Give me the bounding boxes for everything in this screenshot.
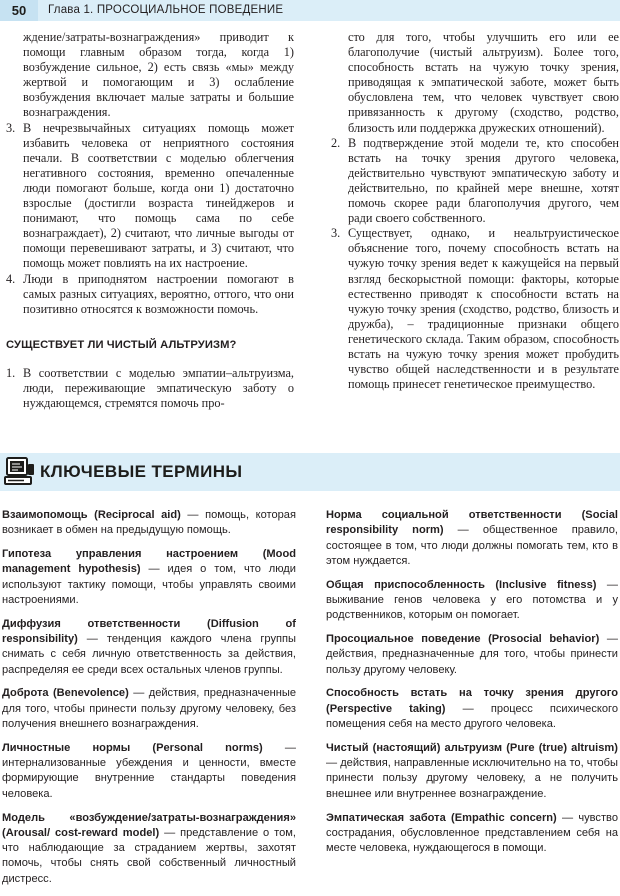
list-item-number: 1. [6, 365, 16, 380]
glossary-term: Доброта (Benevolence) [2, 687, 129, 700]
right-column [331, 30, 619, 392]
glossary-term: Эмпатическая забота (Empathic concern) [326, 811, 557, 824]
key-terms-left-column [2, 508, 296, 896]
glossary-entry [2, 508, 296, 539]
list-item [6, 272, 294, 317]
list-item-text: Люди в приподнятом настроении помогают в самых разных ситуациях, вероятно, оттого, что они позитивно относятся к возможности помочь. [23, 271, 294, 316]
list-item-number: 3. [331, 226, 341, 241]
glossary-entry [2, 617, 296, 678]
glossary-term: Просоциальное поведение (Prosocial behavior) [326, 633, 600, 646]
glossary-term: Взаимопомощь (Reciprocal aid) [2, 509, 181, 521]
key-terms-right-column [326, 508, 618, 865]
glossary-definition: — действия, предназначенные для того, чтобы принести пользу другому человеку. [326, 633, 618, 676]
glossary-term: Общая приспособленность (Inclusive fitness) [326, 578, 597, 591]
page-number: 50 [0, 0, 38, 21]
key-terms-banner [0, 453, 620, 491]
glossary-definition: — тенденция каждого члена группы снимать с себя личную ответственность за действия, распределяя ее среди всех остальных членов группы. [2, 633, 296, 676]
glossary-entry [326, 686, 618, 732]
glossary-definition: — действия, предназначенные для того, чтобы принести пользу другому человеку, без получения внешнего вознаграждения. [2, 687, 297, 731]
glossary-definition: — помощь, которая возникает в обмен на предыдущую помощь. [2, 509, 296, 537]
list-item-text: В соответствии с моделью эмпатии–альтруизма, люди, переживающие эмпатическую заботу о нуждающемся, стремятся помочь про- [23, 365, 294, 411]
glossary-term: Способность встать на точку зрения другого (Perspective taking) [326, 687, 618, 715]
left-intro-paragraph: ждение/затраты-вознаграждения» приводит к помощи главным образом тогда, когда 1) возбуждение сильное, 2) есть связь «мы» между жертвой и помогающим и 3) ослабление возбуждения включает малые затраты и большие вознаграждения. [23, 30, 294, 120]
glossary-definition: — действия, направленные исключительно на то, чтобы принести пользу другому человеку, а не получить внешнее или внутреннее вознаграждение. [326, 757, 618, 800]
glossary-term: Личностные нормы (Personal norms) [2, 741, 263, 754]
list-item-text: Существует, однако, и неальтруистическое объяснение того, почему способность встать на чужую точку зрения ведет к кажущейся на первый взгляд бескорыстной помощи: факторы, которые естественно приводят к способности встать на чужую точку зрения (сходство, родство, близость и дружба), – традиционные признаки общего генетического склада. Таким образом, способность встать на чужую точку зрения может пробудить чувство общей наследственности и в результате помощь принесет генетическое преимущество. [348, 226, 619, 392]
glossary-entry [2, 686, 296, 732]
glossary-term: Чистый (настоящий) альтруизм (Pure (true) altruism) [326, 741, 618, 754]
glossary-definition: — общественное правило, состоящее в том, что люди должны помогать тем, кто в этом нуждается. [326, 524, 619, 567]
glossary-entry [2, 547, 296, 608]
list-item [331, 136, 619, 227]
key-terms-title: КЛЮЧЕВЫЕ ТЕРМИНЫ [40, 462, 243, 481]
list-item [331, 226, 619, 392]
glossary-term: Диффузия ответственности (Diffusion of responsibility) [2, 617, 296, 646]
glossary-definition: — процесс психического помещения себя на место другого человека. [326, 702, 618, 731]
glossary-term: Модель «возбуждение/затраты-вознаграждения» (Arousal/ cost-reward model) [2, 811, 296, 839]
glossary-entry [326, 508, 618, 569]
glossary-definition: — представление о том, что наблюдающие за страданием жертвы, захотят помочь, чтобы снять свой собственный личностный дистресс. [2, 826, 296, 885]
left-column [6, 30, 294, 411]
glossary-definition: — интернализованные убеждения и ценности, вместе формирующие внутренние стандарты поведения человека. [2, 741, 296, 800]
glossary-entry [326, 811, 618, 857]
chapter-title: Глава 1. ПРОСОЦИАЛЬНОЕ ПОВЕДЕНИЕ [48, 4, 284, 16]
list-item-number: 2. [331, 135, 341, 150]
list-item [6, 366, 294, 411]
glossary-term: Норма социальной ответственности (Social responsibility norm) [326, 509, 618, 537]
list-item [6, 121, 294, 272]
computer-icon [4, 456, 36, 488]
right-intro-paragraph: сто для того, чтобы улучшить его или ее благополучие (чистый альтруизм). Более того, способность встать на чужую точку зрения, приводящая к эмпатической заботе, может быть обусловлена тем, что человек чувствует свою привязанность к другому (сходство, родство, близость или поддержка дружеских отношений). [348, 30, 619, 135]
page-header [0, 0, 620, 21]
list-item-number: 4. [6, 271, 16, 286]
glossary-definition: — идея о том, что люди используют тактику помощи, чтобы управлять своими настроениями. [2, 563, 296, 606]
list-item-text: В подтверждение этой модели те, кто способен встать на точку зрения другого человека, действительно чувствуют эмпатическую заботу и действительно, по крайней мере внешне, хотят помочь скорее ради благополучия другого, чем ради своего собственного. [348, 135, 619, 226]
section-subheading: СУЩЕСТВУЕТ ЛИ ЧИСТЫЙ АЛЬТРУИЗМ? [6, 338, 237, 351]
glossary-definition: — чувство сострадания, обусловленное представлением себя на месте человека, нуждающегося в помощи. [326, 811, 618, 855]
glossary-entry [2, 741, 296, 802]
glossary-entry [326, 632, 618, 678]
list-item-number: 3. [6, 120, 16, 135]
list-item-text: В нечрезвычайных ситуациях помощь может избавить человека от неприятного состояния печали. В соответствии с моделью облегчения негативного состояния, временно опечаленные люди помогают больше, когда они 1) достаточно взрослые (достигли возраста тинейджеров и понимают, что помощь сама по себе вознаграждает), 2) считают, что личные выгоды от помощи перевешивают затраты, и 3) считают, что помощь может повлиять на их настроение. [23, 120, 294, 271]
glossary-entry [326, 741, 618, 802]
glossary-entry [2, 811, 296, 887]
glossary-term: Гипотеза управления настроением (Mood management hypothesis) [2, 548, 296, 576]
glossary-definition: — выживание генов человека у его потомства и у родственников, которым он помогает. [326, 578, 618, 622]
glossary-entry [326, 578, 618, 624]
